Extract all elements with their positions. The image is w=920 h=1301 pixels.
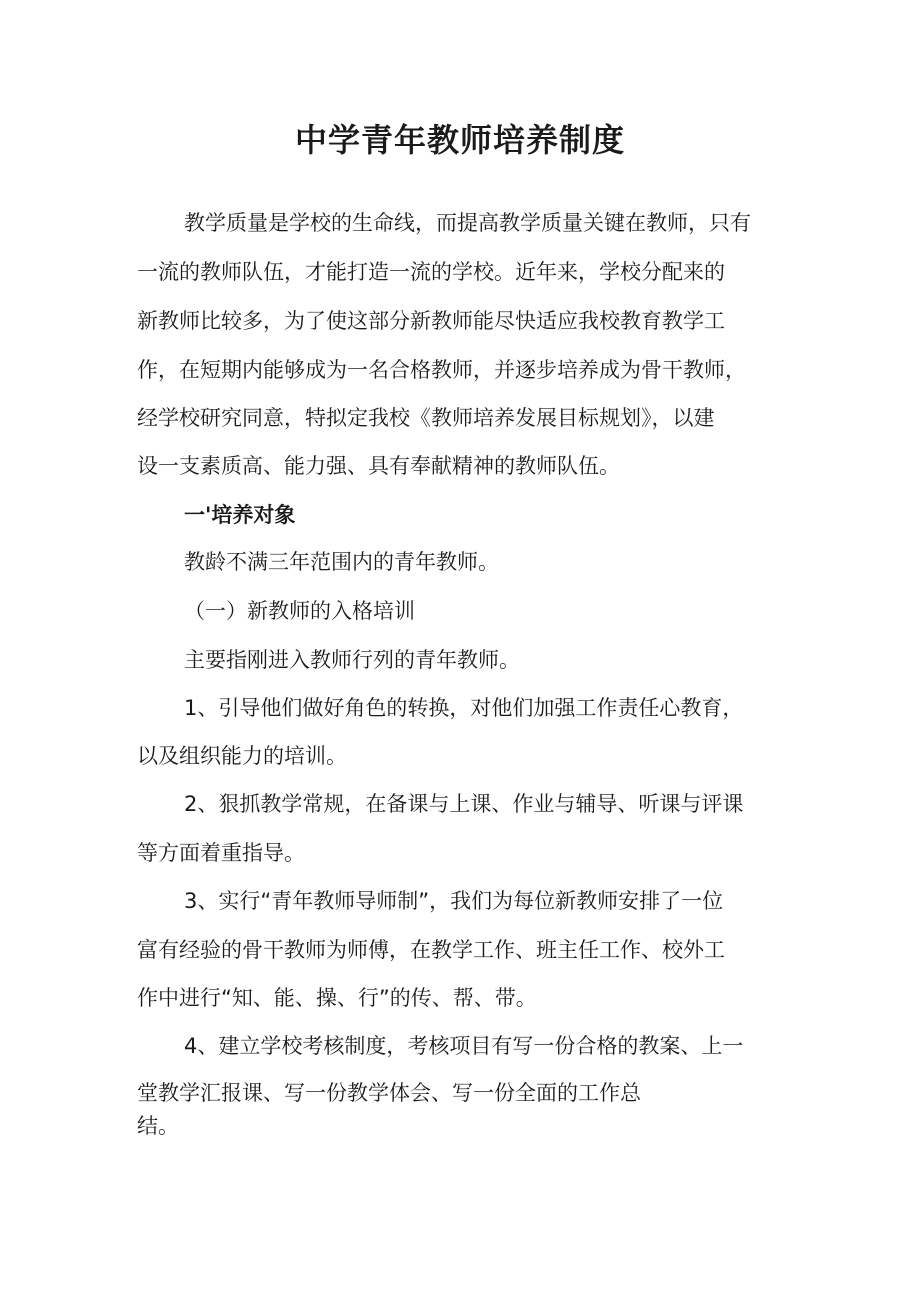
document-title: 中学青年教师培养制度 — [294, 121, 625, 159]
paragraph-line: 教龄不满三年范围内的青年教师。 — [184, 550, 499, 574]
paragraph-line: 教学质量是学校的生命线，而提高教学质量关键在教师，只有 — [184, 211, 751, 235]
list-item-line: 1、引导他们做好角色的转换，对他们加强工作责任心教育， — [184, 696, 744, 720]
list-item-line: 作中进行“知、能、操、行”的传、帮、带。 — [137, 986, 537, 1010]
list-item-line: 以及组织能力的培训。 — [137, 744, 347, 768]
paragraph-line: 主要指刚进入教师行列的青年教师。 — [184, 648, 520, 672]
paragraph-line: 新教师比较多，为了使这部分新教师能尽快适应我校教育教学工 — [137, 309, 725, 333]
subsection-heading: （一）新教师的入格培训 — [184, 599, 415, 623]
list-item-line: 结。 — [137, 1114, 179, 1138]
list-item-line: 4、建立学校考核制度，考核项目有写一份合格的教案、上一 — [184, 1034, 744, 1058]
list-item-line: 2、狠抓教学常规，在备课与上课、作业与辅导、听课与评课 — [184, 792, 744, 816]
list-item-line: 等方面着重指导。 — [137, 841, 305, 865]
paragraph-line: 经学校研究同意，特拟定我校《教师培养发展目标规划》，以建 — [137, 406, 715, 430]
list-item-line: 堂教学汇报课、写一份教学体会、写一份全面的工作总 — [137, 1081, 641, 1105]
section-heading: 一'培养对象 — [184, 503, 296, 527]
paragraph-line: 作，在短期内能够成为一名合格教师，并逐步培养成为骨干教师， — [137, 358, 746, 382]
list-item-line: 3、实行“青年教师导师制”，我们为每位新教师安排了一位 — [184, 889, 724, 913]
paragraph-line: 设一支素质高、能力强、具有奉献精神的教师队伍。 — [137, 454, 620, 478]
paragraph-line: 一流的教师队伍，才能打造一流的学校。近年来，学校分配来的 — [137, 260, 725, 284]
list-item-line: 富有经验的骨干教师为师傅，在教学工作、班主任工作、校外工 — [137, 938, 725, 962]
